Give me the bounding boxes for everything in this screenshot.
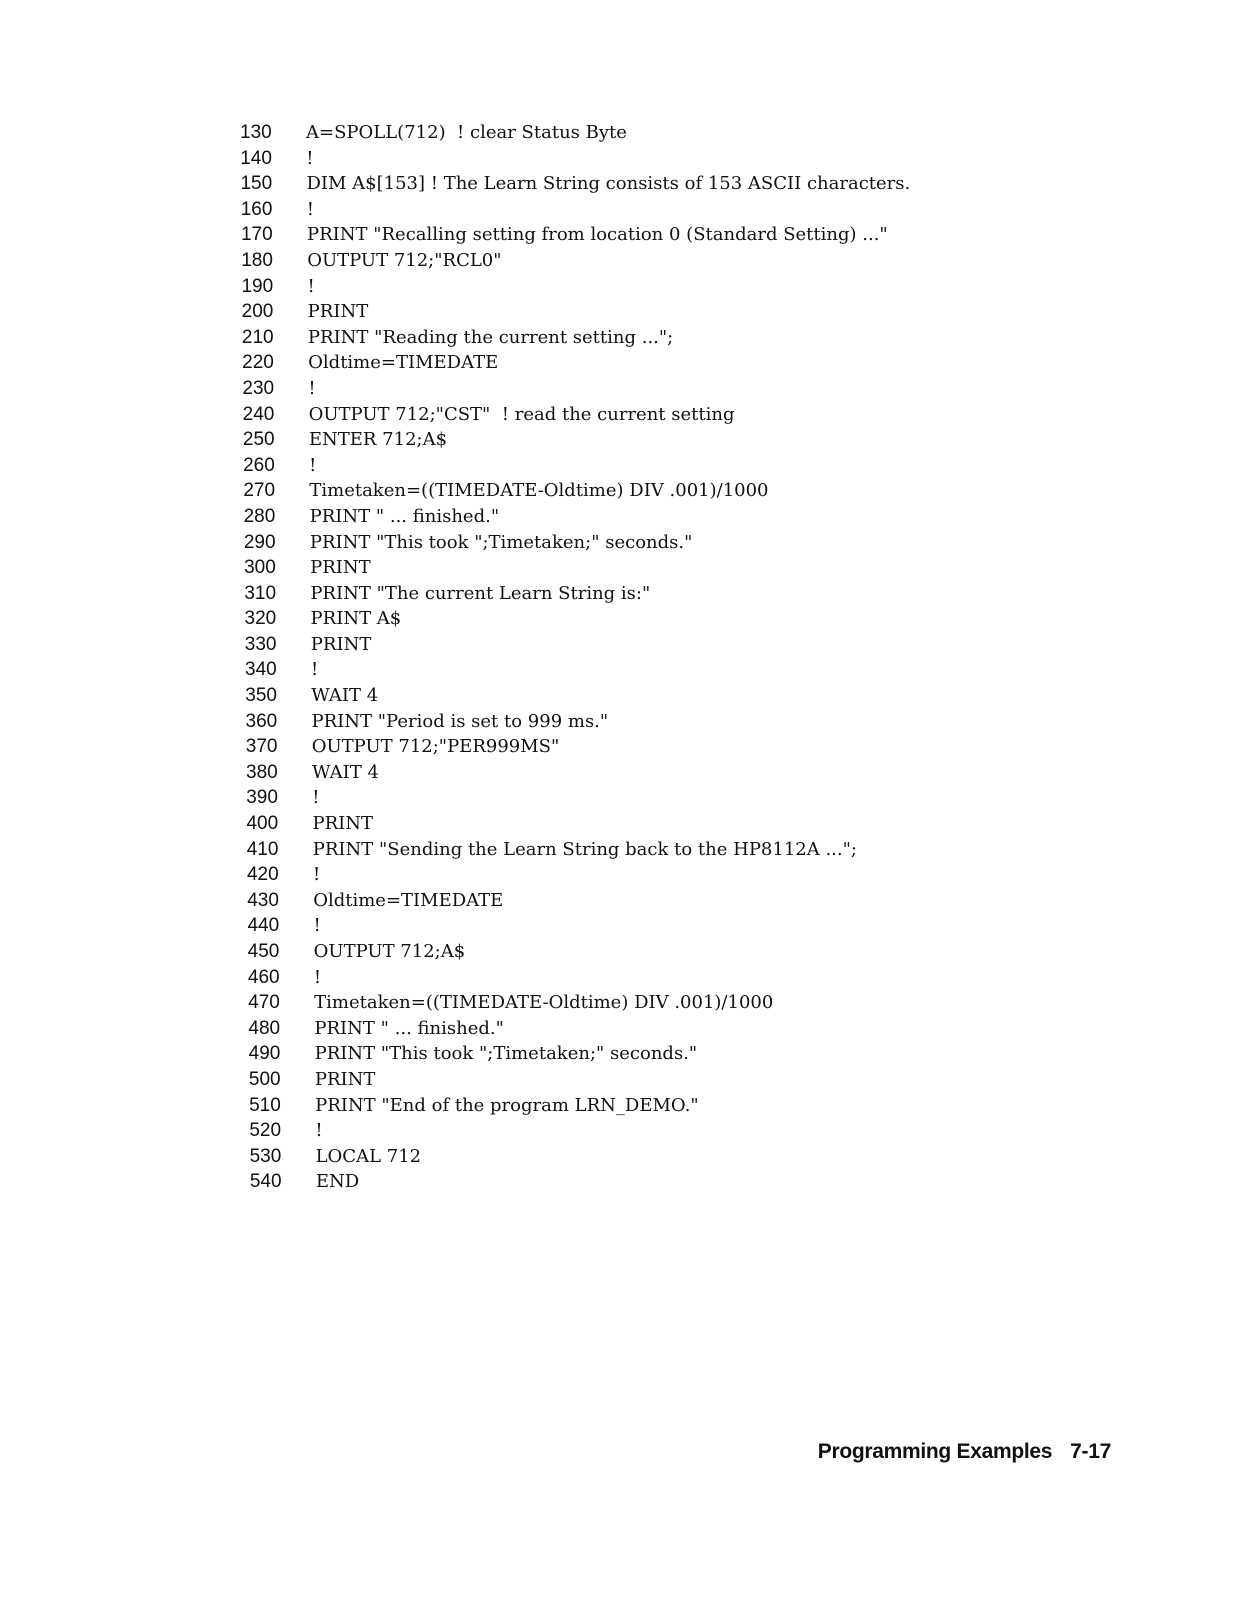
code-line: [240, 1118, 1140, 1144]
code-line: [240, 299, 1140, 325]
code-line: [240, 274, 1140, 300]
code-line: [240, 734, 1140, 760]
line-number: 230: [242, 377, 275, 399]
code-line: [240, 606, 1140, 632]
code-line: [240, 376, 1140, 402]
line-number: 380: [246, 761, 278, 783]
code-text: ENTER 712;A$: [308, 429, 448, 451]
code-text: PRINT: [310, 633, 372, 655]
code-text: PRINT: [307, 301, 369, 323]
code-text: PRINT "Recalling setting from location 0 (Standard Setting) ...": [306, 224, 888, 246]
code-text: !: [311, 659, 319, 681]
code-line: [240, 709, 1140, 735]
code-text: Timetaken=((TIMEDATE-Oldtime) DIV .001)/1000: [314, 992, 774, 1014]
code-line: [240, 1169, 1140, 1195]
code-line: [240, 530, 1140, 556]
line-number: 180: [241, 249, 273, 271]
code-line: [240, 683, 1140, 709]
code-line: [240, 1067, 1140, 1093]
line-number: 360: [245, 710, 278, 732]
code-line: [240, 350, 1140, 376]
code-line: [240, 913, 1140, 939]
code-text: OUTPUT 712;A$: [313, 941, 466, 962]
code-line: [240, 657, 1140, 683]
code-line: [240, 990, 1140, 1016]
code-text: DIM A$[153] ! The Learn String consists of 153 ASCII characters.: [306, 173, 911, 195]
line-number: 280: [243, 505, 276, 527]
line-number: 530: [249, 1145, 282, 1167]
code-line: [240, 862, 1140, 888]
code-text: !: [306, 198, 314, 220]
line-number: 130: [240, 122, 272, 143]
line-number: 420: [246, 864, 279, 886]
code-line: [240, 402, 1140, 428]
code-line: [240, 939, 1140, 965]
footer-page-number: 7-17: [1070, 1440, 1111, 1463]
code-text: OUTPUT 712;"CST" ! read the current setting: [308, 403, 735, 425]
line-number: 450: [247, 941, 280, 962]
code-line: [240, 1144, 1140, 1170]
code-text: END: [315, 1171, 360, 1193]
line-number: 390: [246, 787, 278, 809]
line-number: 460: [247, 966, 280, 988]
code-text: PRINT " ... finished.": [309, 505, 500, 527]
code-text: PRINT "Period is set to 999 ms.": [311, 710, 609, 732]
line-number: 270: [243, 480, 276, 502]
line-number: 520: [249, 1120, 282, 1142]
code-text: Timetaken=((TIMEDATE-Oldtime) DIV .001)/1000: [309, 480, 769, 502]
code-text: WAIT 4: [312, 761, 379, 783]
line-number: 240: [242, 403, 275, 425]
line-number: 220: [242, 352, 274, 374]
code-line: [240, 837, 1140, 863]
code-line: [240, 504, 1140, 530]
code-line: [240, 1016, 1140, 1042]
code-text: OUTPUT 712;"RCL0": [307, 249, 502, 271]
code-text: !: [306, 147, 314, 169]
code-text: !: [308, 377, 316, 399]
line-number: 470: [248, 992, 280, 1014]
code-text: PRINT "This took ";Timetaken;" seconds.": [314, 1043, 698, 1065]
line-number: 440: [247, 915, 280, 937]
line-number: 330: [244, 633, 277, 655]
line-number: 510: [249, 1094, 281, 1116]
code-line: [240, 1093, 1140, 1119]
code-text: !: [309, 454, 317, 476]
code-text: LOCAL 712: [315, 1145, 422, 1167]
line-number: 500: [248, 1068, 281, 1090]
code-text: OUTPUT 712;"PER999MS": [311, 736, 560, 758]
code-line: [240, 965, 1140, 991]
line-number: 190: [241, 275, 274, 297]
code-line: [240, 453, 1140, 479]
footer-section-title: Programming Examples: [817, 1440, 1053, 1463]
code-line: [240, 888, 1140, 914]
code-text: Oldtime=TIMEDATE: [308, 352, 499, 374]
line-number: 200: [241, 301, 274, 323]
code-line: [240, 427, 1140, 453]
line-number: 490: [248, 1043, 281, 1065]
code-line: [240, 222, 1140, 248]
code-line: [240, 581, 1140, 607]
code-text: PRINT A$: [310, 608, 402, 630]
code-line: [240, 632, 1140, 658]
program-listing: [240, 120, 1140, 1195]
code-text: PRINT "End of the program LRN_DEMO.": [315, 1094, 699, 1116]
code-line: [240, 555, 1140, 581]
page-footer: [818, 1440, 1111, 1464]
code-line: [240, 146, 1140, 172]
line-number: 310: [244, 582, 277, 604]
code-line: [240, 197, 1140, 223]
code-text: PRINT: [310, 557, 371, 579]
line-number: 370: [245, 736, 278, 758]
code-line: [240, 120, 1140, 146]
code-text: !: [312, 864, 321, 886]
code-line: [240, 325, 1140, 351]
code-text: !: [312, 787, 320, 809]
code-line: [240, 1041, 1140, 1067]
code-text: !: [313, 966, 322, 988]
code-line: [240, 811, 1140, 837]
code-line: [240, 478, 1140, 504]
code-text: PRINT "This took ";Timetaken;" seconds.": [309, 531, 693, 553]
code-line: [240, 171, 1140, 197]
code-text: PRINT " ... finished.": [314, 1017, 504, 1039]
line-number: 410: [246, 838, 279, 860]
line-number: 210: [241, 326, 274, 348]
line-number: 430: [247, 889, 279, 911]
line-number: 540: [249, 1171, 282, 1193]
line-number: 150: [240, 173, 273, 195]
code-text: WAIT 4: [311, 685, 379, 707]
line-number: 140: [240, 147, 272, 169]
line-number: 260: [243, 454, 275, 476]
line-number: 290: [243, 531, 276, 553]
line-number: 400: [246, 813, 279, 835]
code-line: [240, 785, 1140, 811]
line-number: 160: [240, 198, 273, 220]
line-number: 350: [245, 685, 277, 707]
line-number: 300: [244, 557, 276, 579]
code-text: PRINT: [314, 1068, 376, 1090]
code-text: PRINT: [312, 813, 373, 835]
line-number: 320: [244, 608, 277, 630]
line-number: 250: [242, 429, 275, 451]
code-text: PRINT "Sending the Learn String back to the HP8112A ...";: [312, 838, 857, 860]
line-number: 340: [245, 659, 277, 681]
code-text: Oldtime=TIMEDATE: [313, 889, 504, 911]
code-text: PRINT "Reading the current setting ...";: [307, 326, 674, 348]
code-text: !: [313, 915, 321, 937]
line-number: 170: [240, 224, 273, 246]
code-text: !: [315, 1120, 323, 1142]
code-line: [240, 760, 1140, 786]
code-text: !: [307, 275, 315, 297]
code-line: [240, 248, 1140, 274]
code-text: PRINT "The current Learn String is:": [310, 582, 651, 604]
code-text: A=SPOLL(712) ! clear Status Byte: [306, 122, 627, 143]
line-number: 480: [248, 1017, 281, 1039]
